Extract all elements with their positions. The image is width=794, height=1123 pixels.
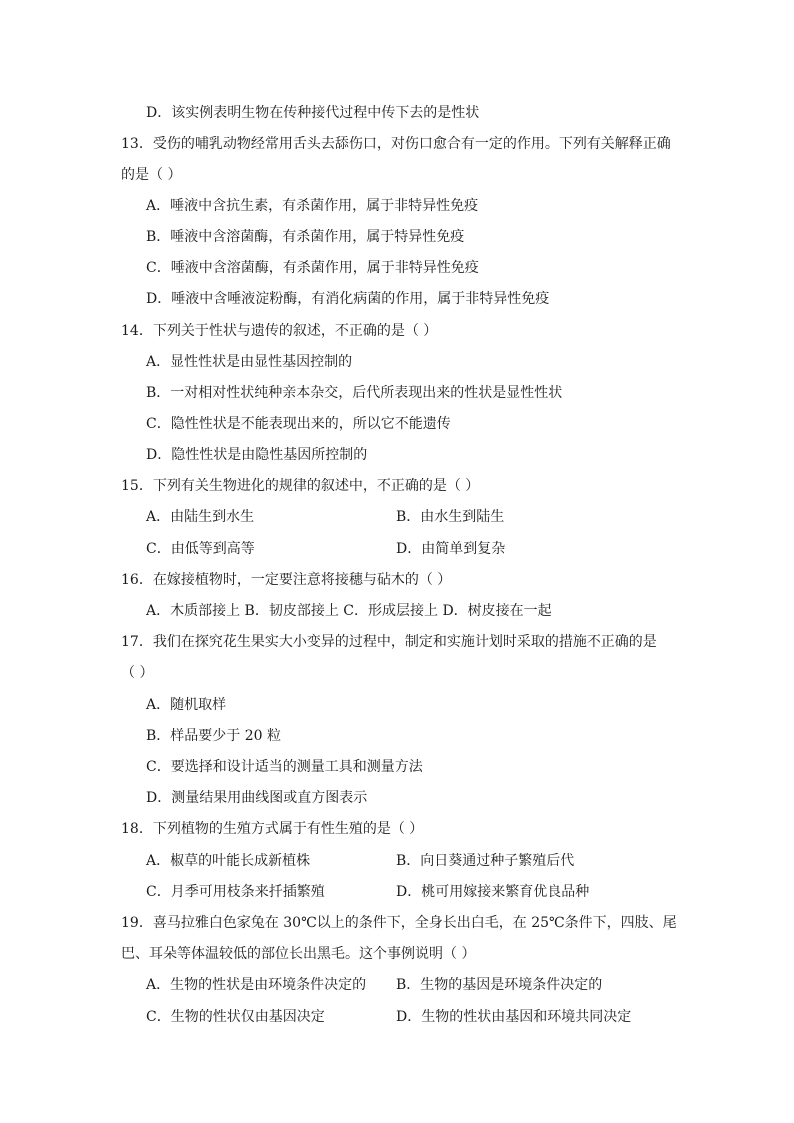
q18-option-a: A．椒草的叶能长成新植株 <box>146 853 311 869</box>
q19-option-d: D．生物的性状由基因和环境共同决定 <box>396 1009 632 1025</box>
q19-stem-cont: 巴、耳朵等体温较低的部位长出黑毛。这个事例说明（ ） <box>121 946 476 962</box>
q13-option-c: C．唾液中含溶菌酶，有杀菌作用，属于非特异性免疫 <box>146 260 479 276</box>
q14-option-d: D．隐性性状是由隐性基因所控制的 <box>146 447 368 463</box>
q19-option-b: B．生物的基因是环境条件决定的 <box>396 977 603 993</box>
q19-option-a: A．生物的性状是由环境条件决定的 <box>146 977 367 993</box>
q19-stem: 19．喜马拉雅白色家兔在 30℃以上的条件下，全身长出白毛，在 25℃条件下，四肢、尾 <box>121 915 677 931</box>
q17-stem: 17．我们在探究花生果实大小变异的过程中，制定和实施计划时采取的措施不正确的是 <box>121 634 657 650</box>
q14-option-c: C．隐性性状是不能表现出来的，所以它不能遗传 <box>146 416 451 432</box>
q12-option-d: D．该实例表明生物在传种接代过程中传下去的是性状 <box>146 105 480 121</box>
q17-stem-cont: （ ） <box>121 665 154 681</box>
q15-stem: 15．下列有关生物进化的规律的叙述中，不正确的是（ ） <box>121 478 480 494</box>
q13-option-a: A．唾液中含抗生素，有杀菌作用，属于非特异性免疫 <box>146 198 479 214</box>
q16-stem: 16．在嫁接植物时，一定要注意将接穗与砧木的（ ） <box>121 572 452 588</box>
q17-option-a: A．随机取样 <box>146 697 227 713</box>
q13-option-d: D．唾液中含唾液淀粉酶，有消化病菌的作用，属于非特异性免疫 <box>146 291 550 307</box>
q15-option-c: C．由低等到高等 <box>146 541 255 557</box>
q13-stem: 13．受伤的哺乳动物经常用舌头去舔伤口，对伤口愈合有一定的作用。下列有关解释正确 <box>121 136 671 152</box>
q16-options: A．木质部接上 B．韧皮部接上 C．形成层接上 D．树皮接在一起 <box>146 603 552 619</box>
q15-option-a: A．由陆生到水生 <box>146 509 255 525</box>
q18-option-b: B．向日葵通过种子繁殖后代 <box>396 853 575 869</box>
q18-stem: 18．下列植物的生殖方式属于有性生殖的是（ ） <box>121 821 424 837</box>
q13-stem-cont: 的是（ ） <box>121 167 182 183</box>
q17-option-c: C．要选择和设计适当的测量工具和测量方法 <box>146 759 423 775</box>
q17-option-d: D．测量结果用曲线图或直方图表示 <box>146 790 368 806</box>
q17-option-b: B．样品要少于 20 粒 <box>146 728 282 744</box>
q14-stem: 14．下列关于性状与遗传的叙述，不正确的是（ ） <box>121 323 438 339</box>
q13-option-b: B．唾液中含溶菌酶，有杀菌作用，属于特异性免疫 <box>146 229 465 245</box>
q15-option-b: B．由水生到陆生 <box>396 509 505 525</box>
q15-option-d: D．由简单到复杂 <box>396 541 506 557</box>
q18-option-d: D．桃可用嫁接来繁育优良品种 <box>396 884 590 900</box>
q19-option-c: C．生物的性状仅由基因决定 <box>146 1009 325 1025</box>
q14-option-b: B．一对相对性状纯种亲本杂交，后代所表现出来的性状是显性性状 <box>146 385 563 401</box>
q14-option-a: A．显性性状是由显性基因控制的 <box>146 354 353 370</box>
q18-option-c: C．月季可用枝条来扦插繁殖 <box>146 884 325 900</box>
